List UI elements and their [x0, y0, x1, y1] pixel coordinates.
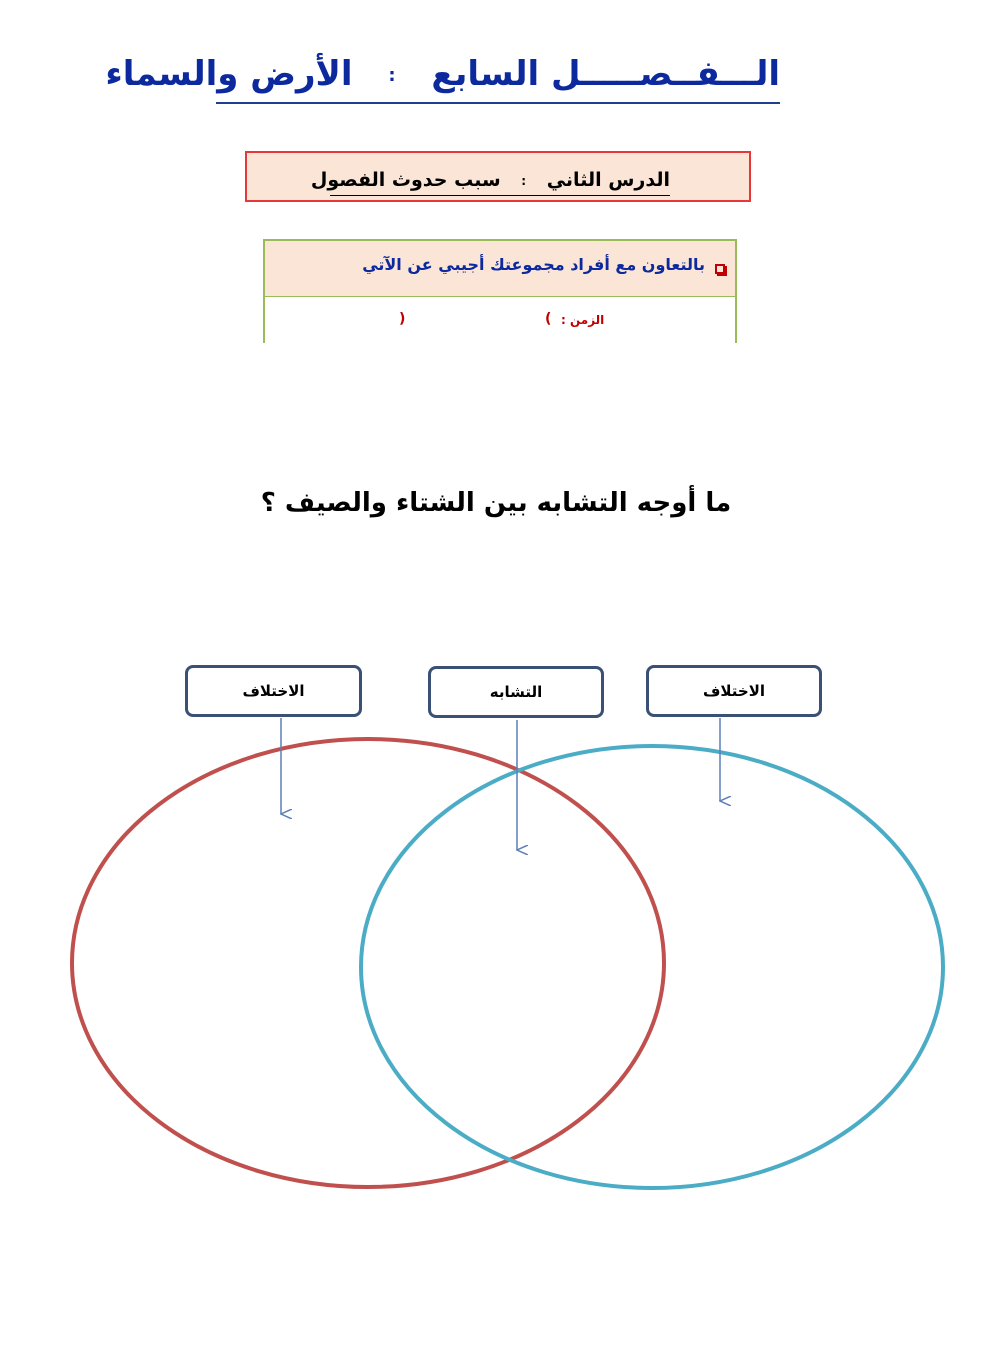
difference-label-right: الاختلاف	[646, 665, 822, 717]
task-instruction-row	[265, 241, 735, 297]
task-instruction: بالتعاون مع أفراد مجموعتك أجيبي عن الآتي	[362, 255, 705, 274]
time-paren-close: )	[399, 311, 406, 327]
chapter-title	[105, 50, 780, 104]
right-circle	[361, 746, 943, 1188]
time-label: الزمن :	[561, 313, 605, 327]
chapter-name: الـــفــصـــــل السابع	[431, 54, 780, 94]
task-box	[263, 239, 737, 343]
chapter-topic: الأرض والسماء	[105, 54, 353, 94]
difference-label-left: الاختلاف	[185, 665, 362, 717]
question-text: ما أوجه التشابه بين الشتاء والصيف ؟	[260, 488, 732, 518]
checkbox-icon	[715, 264, 725, 274]
lesson-title	[310, 165, 670, 196]
lesson-topic: سبب حدوث الفصول	[310, 169, 501, 191]
chapter-separator: :	[388, 64, 396, 86]
time-row	[265, 297, 735, 343]
lesson-label: الدرس الثاني	[546, 169, 670, 191]
similarity-label: التشابه	[428, 666, 604, 718]
time-paren-open: (	[545, 311, 552, 327]
lesson-separator: :	[521, 173, 527, 188]
left-circle	[72, 739, 664, 1187]
